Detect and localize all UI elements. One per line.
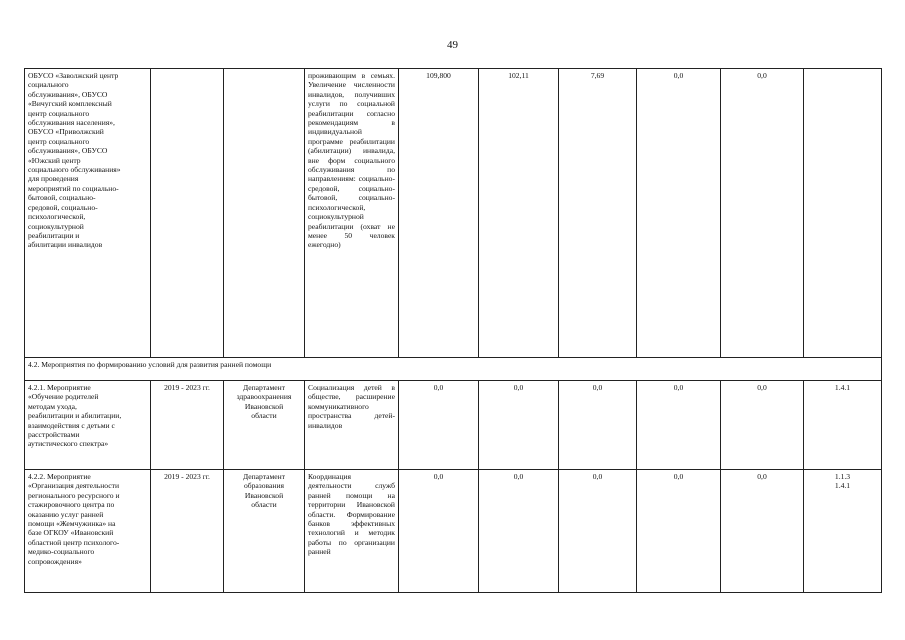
value-cell-5: 0,0 (721, 470, 804, 593)
period-cell: 2019 - 2023 гг. (151, 381, 224, 470)
period-cell (151, 69, 224, 358)
value-cell-5: 0,0 (721, 381, 804, 470)
table-row (25, 381, 882, 470)
activity-cell: ОБУСО «Заволжский центр социального обслуживания», ОБУСО «Вичугский комплексный центр социального обслуживания населения», ОБУСО «Приволжский центр социального обслуживания», ОБУСО «Южский центр социального обслуживания» для проведения мероприятий по социально- бытовой, социально- средовой, социально- психологической, социокультурной реабилитации и абилитации инвалидов (25, 69, 151, 358)
executor-cell: Департамент здравоохранения Ивановской области (224, 381, 305, 470)
value-cell-3: 0,0 (559, 470, 637, 593)
result-cell: Социализация детей в обществе, расширение коммуникативного пространства детей-инвалидов (305, 381, 399, 470)
value-cell-4: 0,0 (637, 470, 721, 593)
indicator-ref-cell: 1.4.1 (804, 381, 882, 470)
result-cell: Координация деятельности служб ранней помощи на территории Ивановской области. Формирование банков эффективных технологий и методик работы по организации ранней (305, 470, 399, 593)
indicator-ref-cell (804, 69, 882, 358)
result-cell: проживающим в семьях. Увеличение численности инвалидов, получивших услуги по социальной реабилитации согласно рекомендациям в индивидуальной программе реабилитации (абилитации) инвалида, вне форм социального обслуживания по направлениям: социально-средовой, социально-бытовой, социально-психологической, социокультурной реабилитации (охват не менее 50 человек ежегодно) (305, 69, 399, 358)
value-cell-4: 0,0 (637, 69, 721, 358)
value-cell-5: 0,0 (721, 69, 804, 358)
value-cell-2: 0,0 (479, 381, 559, 470)
section-title: 4.2. Мероприятия по формированию условий для развития ранней помощи (25, 358, 882, 381)
executor-cell (224, 69, 305, 358)
page-number: 49 (447, 39, 458, 51)
executor-cell: Департамент образования Ивановской области (224, 470, 305, 593)
value-cell-1: 0,0 (399, 470, 479, 593)
value-cell-4: 0,0 (637, 381, 721, 470)
value-cell-1: 0,0 (399, 381, 479, 470)
value-cell-3: 7,69 (559, 69, 637, 358)
value-cell-3: 0,0 (559, 381, 637, 470)
value-cell-2: 0,0 (479, 470, 559, 593)
indicator-ref-cell: 1.1.3 1.4.1 (804, 470, 882, 593)
value-cell-1: 109,800 (399, 69, 479, 358)
table-row (25, 470, 882, 593)
activity-cell: 4.2.2. Мероприятие «Организация деятельности регионального ресурсного и стажировочного центра по оказанию услуг ранней помощи «Жемчужинка» на базе ОГКОУ «Ивановский областной центр психолого- медико-социального сопровождения» (25, 470, 151, 593)
table-row (25, 69, 882, 358)
value-cell-2: 102,11 (479, 69, 559, 358)
section-row (25, 358, 882, 381)
program-activities-table (24, 68, 882, 593)
period-cell: 2019 - 2023 гг. (151, 470, 224, 593)
activity-cell: 4.2.1. Мероприятие «Обучение родителей методам ухода, реабилитации и абилитации, взаимодействия с детьми с расстройствами аутистического спектра» (25, 381, 151, 470)
